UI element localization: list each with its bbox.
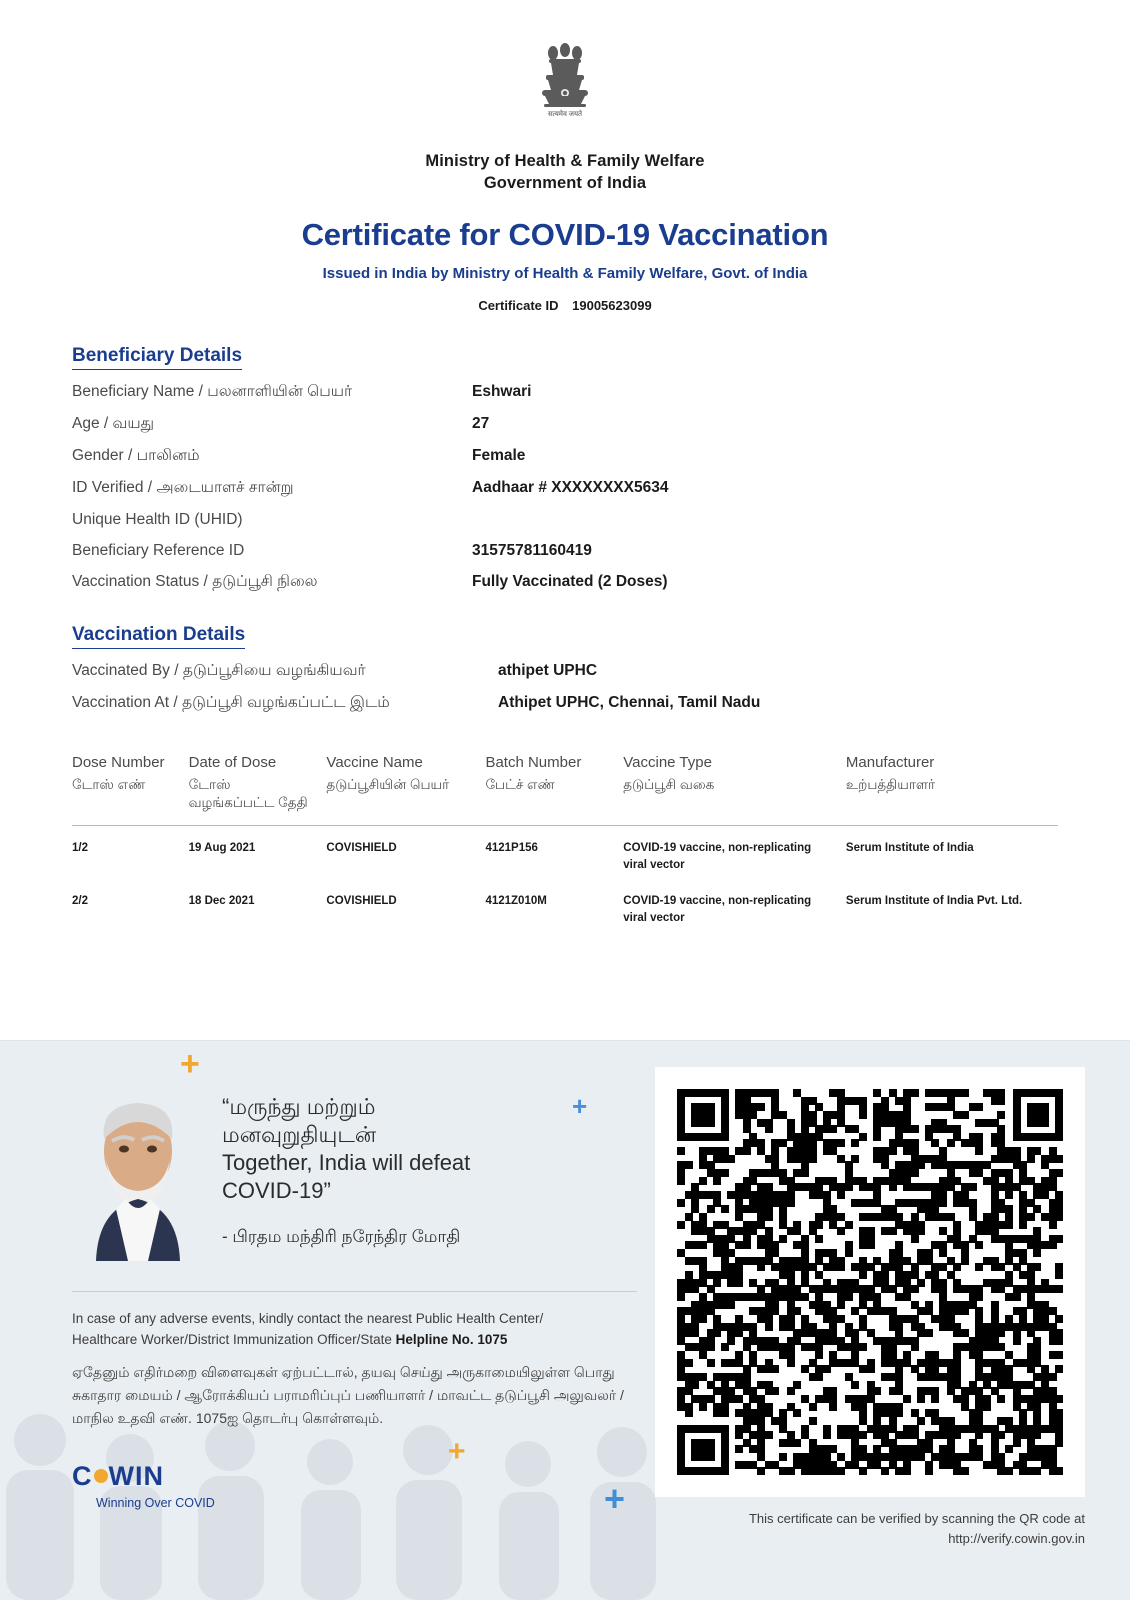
qr-code-container — [655, 1067, 1085, 1497]
column-batch-number-en: Batch Number — [485, 753, 582, 771]
quote-tamil-line-2: மனவுறுதியுடன் — [222, 1122, 377, 1148]
certificate-header — [0, 0, 1130, 313]
table-row — [72, 826, 1058, 880]
cell-dose-number: 2/2 — [72, 895, 88, 908]
age-row — [72, 415, 1058, 434]
certificate-id-value: 19005623099 — [572, 297, 652, 313]
adverse-events-note-en — [72, 1309, 647, 1351]
cell-date-of-dose: 18 Dec 2021 — [188, 895, 255, 908]
column-dose-number-ta: டோஸ் எண் — [72, 777, 146, 793]
plus-decoration-icon: + — [572, 1091, 588, 1121]
cell-manufacturer: Serum Institute of India — [845, 842, 974, 855]
id-verified-row — [72, 479, 1058, 498]
column-date-of-dose-en: Date of Dose — [188, 753, 277, 771]
cell-vaccine-type: COVID-19 vaccine, non-replicating viral vector — [623, 895, 812, 925]
dose-table — [72, 753, 1058, 933]
helpline-number: Helpline No. 1075 — [395, 1331, 508, 1347]
quote-attribution: - பிரதம மந்திரி நரேந்திர மோதி — [222, 1226, 461, 1246]
column-vaccine-type — [623, 753, 846, 826]
reference-id-row — [72, 542, 1058, 560]
column-vaccine-name — [326, 753, 485, 826]
beneficiary-name-value: Eshwari — [472, 382, 532, 400]
gender-row — [72, 447, 1058, 466]
footer-divider — [72, 1291, 637, 1292]
quote-text — [222, 1093, 470, 1247]
cell-batch-number: 4121P156 — [485, 842, 538, 855]
column-dose-number — [72, 753, 189, 826]
gender-value: Female — [472, 446, 526, 464]
vaccinated-by-label: Vaccinated By / தடுப்பூசியை வழங்கியவர் — [72, 661, 366, 679]
quote-tamil-line-1: “மருந்து மற்றும் — [222, 1094, 376, 1119]
cell-manufacturer: Serum Institute of India Pvt. Ltd. — [845, 895, 1023, 908]
column-manufacturer — [846, 753, 1058, 826]
cell-dose-number: 1/2 — [72, 842, 88, 855]
cell-vaccine-name: COVISHIELD — [326, 842, 397, 855]
column-batch-number-ta: பேட்ச் எண் — [485, 777, 555, 793]
gender-label: Gender / பாலினம் — [72, 446, 200, 464]
plus-decoration-icon: + — [604, 1478, 626, 1519]
beneficiary-name-row — [72, 383, 1058, 402]
cowin-tagline: Winning Over COVID — [96, 1496, 215, 1510]
cell-date-of-dose: 19 Aug 2021 — [188, 842, 256, 855]
column-vaccine-name-ta: தடுப்பூசியின் பெயர் — [326, 777, 450, 793]
svg-text:सत्यमेव जयते: सत्यमेव जयते — [547, 111, 583, 118]
qr-caption-line-2: http://verify.cowin.gov.in — [948, 1530, 1085, 1546]
cell-batch-number: 4121Z010M — [485, 895, 547, 908]
uhid-label: Unique Health ID (UHID) — [72, 510, 243, 528]
cowin-letter-c: C — [72, 1461, 93, 1491]
vaccination-at-label: Vaccination At / தடுப்பூசி வழங்கப்பட்ட இடம் — [72, 693, 390, 711]
column-date-of-dose-ta: டோஸ் வழங்கப்பட்ட தேதி — [188, 777, 308, 810]
adverse-events-note-en-line-2: Healthcare Worker/District Immunization Officer/State — [72, 1331, 396, 1347]
cowin-letters-win: WIN — [108, 1461, 164, 1491]
age-label: Age / வயது — [72, 414, 155, 432]
adverse-events-note-en-line-1: In case of any adverse events, kindly contact the nearest Public Health Center/ — [72, 1311, 544, 1326]
column-vaccine-name-en: Vaccine Name — [326, 753, 423, 771]
india-state-emblem-icon — [528, 34, 602, 144]
plus-decoration-icon: + — [180, 1045, 200, 1083]
cowin-dot-icon — [94, 1469, 108, 1483]
certificate-id — [0, 298, 1130, 313]
qr-verification-caption — [655, 1509, 1085, 1548]
column-date-of-dose — [189, 753, 327, 826]
adverse-events-note-ta-line-2: சுகாதார மையம் / ஆரோக்கியப் பராமரிப்புப் பணியாளர் / மாவட்ட தடுப்பூசி அலுவலர் / — [72, 1387, 624, 1404]
adverse-events-note-ta — [72, 1361, 647, 1430]
ministry-line-2: Government of India — [483, 174, 647, 193]
table-row — [72, 879, 1058, 932]
column-manufacturer-ta: உற்பத்தியாளர் — [845, 777, 936, 793]
adverse-events-note-ta-line-1: ஏதேனும் எதிர்மறை விளைவுகள் ஏற்பட்டால், தயவு செய்து அருகாமையிலுள்ள பொது — [72, 1364, 615, 1380]
page-title: Certificate for COVID-19 Vaccination — [301, 216, 829, 252]
column-batch-number — [485, 753, 623, 826]
beneficiary-details-heading: Beneficiary Details — [72, 345, 242, 370]
plus-decoration-icon: + — [448, 1435, 466, 1468]
vaccination-at-value: Athipet UPHC, Chennai, Tamil Nadu — [498, 693, 761, 711]
beneficiary-name-label: Beneficiary Name / பலனாளியின் பெயர் — [72, 382, 353, 400]
vaccination-status-label: Vaccination Status / தடுப்பூசி நிலை — [72, 572, 318, 590]
id-verified-label: ID Verified / அடையாளச் சான்று — [72, 478, 294, 496]
column-dose-number-en: Dose Number — [72, 753, 165, 771]
ministry-line-1: Ministry of Health & Family Welfare — [425, 152, 705, 170]
dose-table-header-row — [72, 753, 1058, 826]
cell-vaccine-type: COVID-19 vaccine, non-replicating viral vector — [623, 842, 812, 871]
vaccinated-by-value: athipet UPHC — [498, 661, 598, 679]
column-vaccine-type-ta: தடுப்பூசி வகை — [623, 777, 715, 793]
uhid-row — [72, 511, 1058, 529]
footer-panel — [0, 1040, 1130, 1600]
vaccination-at-row — [72, 694, 1058, 713]
age-value: 27 — [472, 414, 490, 432]
page-subtitle: Issued in India by Ministry of Health & Family Welfare, Govt. of India — [322, 264, 808, 282]
qr-caption-line-1: This certificate can be verified by scanning the QR code at — [748, 1511, 1085, 1526]
prime-minister-quote-block — [72, 1093, 632, 1261]
reference-id-value: 31575781160419 — [472, 541, 592, 559]
column-manufacturer-en: Manufacturer — [845, 753, 935, 771]
quote-english-line-2: COVID-19” — [222, 1178, 331, 1204]
certificate-id-label: Certificate ID — [478, 297, 559, 313]
ministry-name — [0, 150, 1130, 195]
cowin-wordmark — [72, 1461, 164, 1492]
quote-english-line-1: Together, India will defeat — [222, 1150, 471, 1176]
adverse-events-note-ta-line-3: மாநில உதவி எண். 1075ஐ தொடர்பு கொள்ளவும். — [72, 1410, 384, 1427]
qr-code-image — [677, 1089, 1063, 1475]
prime-minister-photo — [72, 1093, 204, 1261]
column-vaccine-type-en: Vaccine Type — [623, 753, 712, 771]
vaccination-status-value: Fully Vaccinated (2 Doses) — [472, 572, 668, 590]
cowin-logo — [72, 1461, 215, 1510]
reference-id-label: Beneficiary Reference ID — [72, 541, 245, 559]
vaccinated-by-row — [72, 662, 1058, 681]
certificate-body — [0, 313, 1130, 933]
vaccination-status-row — [72, 573, 1058, 592]
id-verified-value: Aadhaar # XXXXXXXX5634 — [472, 478, 669, 496]
vaccination-details-heading: Vaccination Details — [72, 624, 245, 649]
cell-vaccine-name: COVISHIELD — [326, 895, 397, 908]
